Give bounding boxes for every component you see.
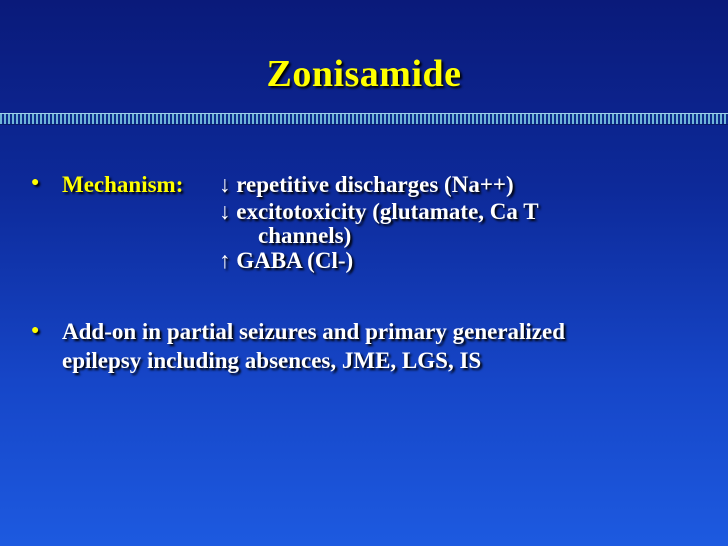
- mechanism-label: Mechanism:: [62, 172, 184, 197]
- mechanism-line-4: ↑ GABA (Cl-): [219, 248, 354, 273]
- mechanism-line-2: ↓ excitotoxicity (glutamate, Ca T: [219, 199, 539, 224]
- mechanism-line-1: ↓ repetitive discharges (Na++): [219, 172, 514, 197]
- bullet-dot-mechanism: ●: [31, 175, 40, 190]
- mechanism-line-3: channels): [258, 223, 352, 248]
- slide-title: Zonisamide: [266, 53, 462, 95]
- addon-line-1: Add-on in partial seizures and primary generalized: [62, 319, 566, 344]
- bullet-dot-addon: ●: [31, 323, 40, 338]
- title-divider: [0, 113, 728, 125]
- addon-line-2: epilepsy including absences, JME, LGS, IS: [62, 348, 482, 373]
